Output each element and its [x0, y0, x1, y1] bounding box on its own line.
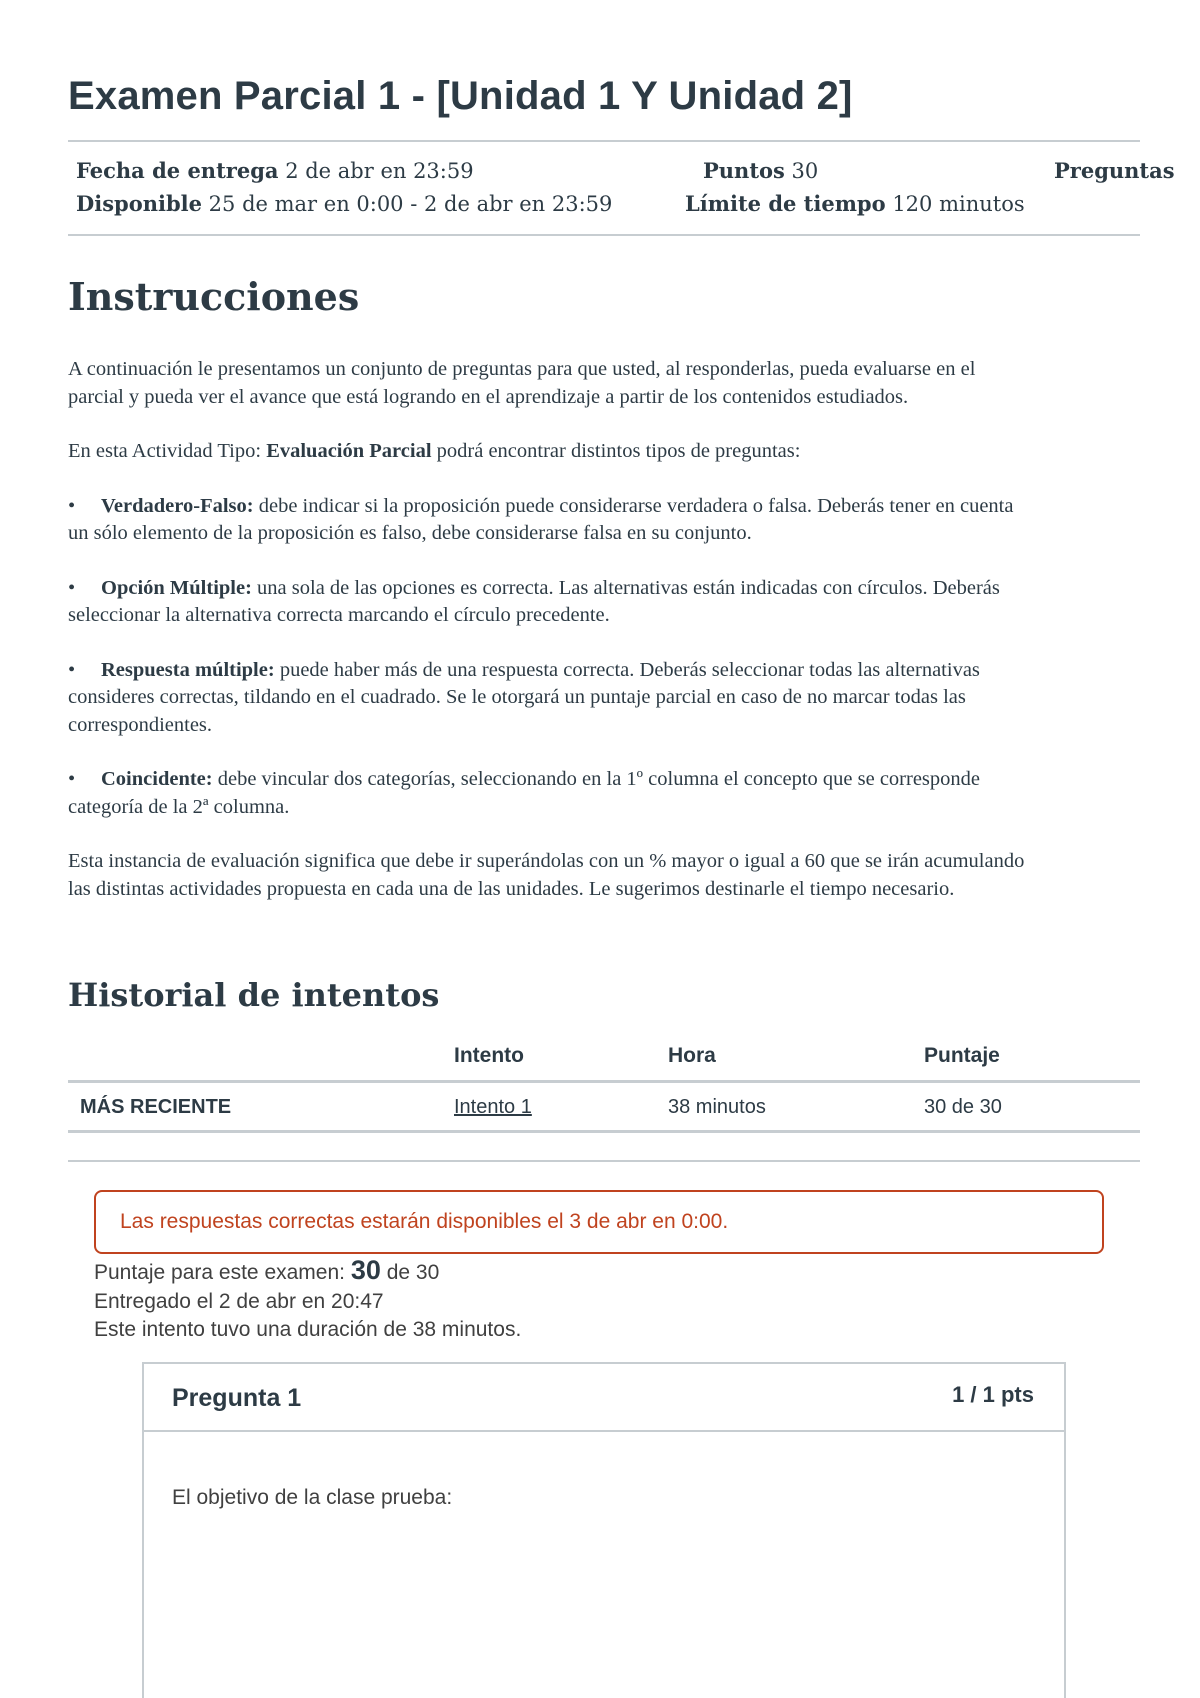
instructions-heading: Instrucciones — [68, 274, 360, 319]
time-limit — [685, 191, 1025, 216]
quiz-details — [76, 158, 1175, 228]
points-label: Puntos — [703, 158, 785, 183]
intro-line-2: parcial y pueda ver el avance que está logrando en el aprendizaje a partir de los contenidos estudiados. — [68, 385, 909, 408]
bullet-true-false: • Verdadero-Falso: debe indicar si la proposición puede considerarse verdadera o falsa. Deberás tener en cuenta — [68, 493, 1140, 521]
due-date — [76, 158, 474, 183]
points-value: 30 — [791, 159, 819, 183]
col-header-score: Puntaje — [924, 1044, 1000, 1067]
questions-label: Preguntas — [1054, 158, 1175, 183]
bullet-multiple-choice: • Opción Múltiple: una sola de las opciones es correcta. Las alternativas están indicadas con círculos. Deberás — [68, 575, 1140, 603]
attempt-1-link[interactable]: Intento 1 — [454, 1096, 532, 1118]
bullet-multiple-answer: • Respuesta múltiple: puede haber más de una respuesta correcta. Deberás seleccionar todas las alternativas — [68, 657, 1140, 685]
bullet-icon: • — [68, 576, 76, 599]
table-header-divider — [68, 1080, 1140, 1083]
question-points: 1 / 1 pts — [952, 1382, 1034, 1407]
question-title: Pregunta 1 — [172, 1384, 302, 1412]
due-label: Fecha de entrega — [76, 158, 279, 183]
col-header-attempt: Intento — [454, 1044, 524, 1067]
closing-line-2: las distintas actividades propuesta en cada una de las unidades. Le sugerimos destinarle el tiempo necesario. — [68, 877, 955, 900]
history-heading: Historial de intentos — [68, 976, 440, 1014]
matching-line-2: categoría de la 2ª columna. — [68, 795, 290, 818]
col-header-time: Hora — [668, 1044, 716, 1067]
attempt-duration: Este intento tuvo una duración de 38 minutos. — [94, 1318, 522, 1341]
availability — [76, 191, 612, 216]
attempt-time: 38 minutos — [668, 1096, 766, 1118]
attempt-score: 30 de 30 — [924, 1096, 1002, 1118]
questions-count — [1054, 158, 1175, 183]
available-label: Disponible — [76, 191, 202, 216]
section-divider — [68, 1160, 1140, 1162]
submitted-at: Entregado el 2 de abr en 20:47 — [94, 1289, 384, 1313]
exam-score: Puntaje para este examen: 30 de 30 — [94, 1255, 440, 1285]
true-false-line-2: un sólo elemento de la proposición es falso, debe considerarse falsa en su conjunto. — [68, 522, 752, 544]
multiple-choice-line-2: seleccionar la alternativa correcta marcando el círculo precedente. — [68, 604, 610, 626]
instructions-body — [68, 356, 1140, 903]
table-bottom-divider — [68, 1130, 1140, 1133]
bullet-icon: • — [68, 494, 76, 517]
bullet-icon: • — [68, 768, 76, 790]
title-divider — [68, 140, 1140, 142]
due-value: 2 de abr en 23:59 — [285, 159, 474, 183]
question-text: El objetivo de la clase prueba: — [172, 1486, 453, 1509]
bullet-matching: • Coincidente: debe vincular dos categorías, seleccionando en la 1º columna el concepto que se corresponde — [68, 766, 1140, 794]
time-limit-value: 120 minutos — [892, 192, 1025, 216]
attempt-history-table — [68, 1044, 1140, 1134]
submission-summary — [94, 1256, 521, 1345]
available-value: 25 de mar en 0:00 - 2 de abr en 23:59 — [208, 192, 613, 216]
multiple-answer-line-2: consideres correctas, tildando en el cuadrado. Se le otorgará un puntaje parcial en caso de no marcar todas las — [68, 686, 966, 708]
question-card — [142, 1362, 1066, 1698]
points — [703, 158, 818, 183]
score-value: 30 — [350, 1255, 381, 1285]
bullet-icon: • — [68, 658, 76, 681]
row-label: MÁS RECIENTE — [80, 1096, 232, 1118]
answers-availability-notice: Las respuestas correctas estarán disponibles el 3 de abr en 0:00. — [94, 1190, 1104, 1254]
intro-line-1: A continuación le presentamos un conjunto de preguntas para que usted, al responderlas, pueda evaluarse en el — [68, 358, 976, 380]
question-types-intro: En esta Actividad Tipo: Evaluación Parcial podrá encontrar distintos tipos de preguntas: — [68, 440, 801, 462]
multiple-answer-line-3: correspondientes. — [68, 713, 213, 736]
time-limit-label: Límite de tiempo — [685, 191, 886, 216]
details-divider — [68, 234, 1140, 236]
question-header — [144, 1364, 1064, 1432]
page-title: Examen Parcial 1 - [Unidad 1 Y Unidad 2] — [68, 74, 853, 118]
closing-line-1: Esta instancia de evaluación significa que debe ir superándolas con un % mayor o igual a 60 que se irán acumulando — [68, 850, 1025, 872]
